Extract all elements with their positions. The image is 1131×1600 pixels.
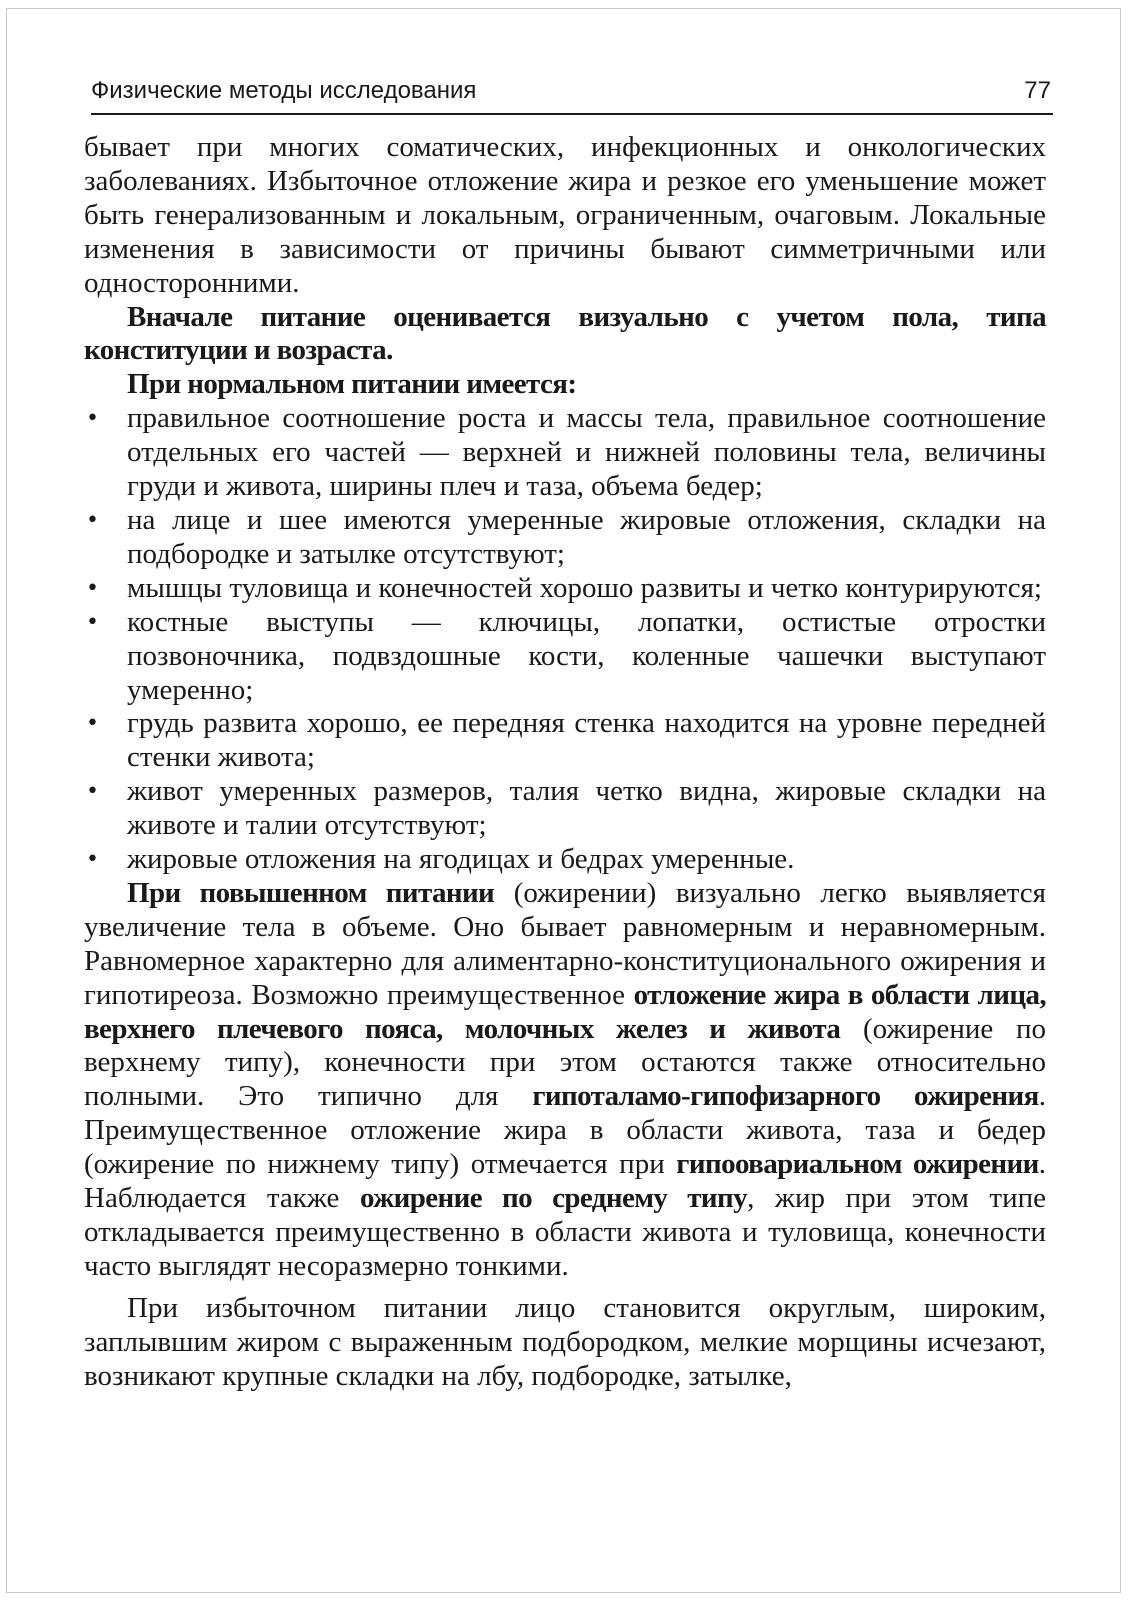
list-item-text: живот умеренных размеров, талия четко видна, жировые складки на животе и талии отсутствуют; — [127, 775, 1046, 842]
bullet-icon: • — [86, 847, 99, 873]
increased-text-2: (ожирение по верхнему типу), конечности при этом остаются также относительно полными. Это типично для — [84, 1012, 1047, 1113]
bullet-icon: • — [86, 406, 99, 432]
page-number: 77 — [1024, 77, 1051, 104]
list-item-text: грудь развита хорошо, ее передняя стенка находится на уровне передней стенки живота; — [127, 707, 1046, 774]
bullet-icon: • — [86, 609, 99, 635]
assessment-paragraph — [84, 301, 1046, 369]
intro-paragraph: бывает при многих соматических, инфекционных и онкологических заболеваниях. Избыточное отложение жира и резкое его уменьшение может быть генерализованным и локальным, ограниченным, очаговым. Локальные изменения в зависимости от причины бывают симметричными или односторонними. — [84, 131, 1046, 299]
increased-bold-3: гипоталамо-гипофизарного ожирения — [532, 1080, 1039, 1113]
list-item-text: жировые отложения на ягодицах и бедрах умеренные. — [127, 843, 795, 876]
increased-text-4: . Наблюдается также — [84, 1148, 1046, 1215]
assessment-bold: Вначале питание оценивается визуально с учетом пола, типа конституции и возраста. — [84, 300, 1046, 367]
increased-nutrition-paragraph — [84, 877, 1046, 1284]
list-item — [84, 606, 1046, 708]
increased-text-5: , жир при этом типе откладывается преимущественно в области живота и туловища, конечности часто выглядят несоразмерно тонкими. — [84, 1182, 1047, 1282]
list-item — [84, 843, 1046, 877]
increased-text-3: . Преимущественное отложение жира в области живота, таза и бедер (ожирение по нижнему типу) отмечается при — [84, 1080, 1046, 1181]
body-text — [84, 131, 1046, 1394]
list-item-text: на лице и шее имеются умеренные жировые отложения, складки на подбородке и затылке отсутствуют; — [127, 503, 1046, 570]
header-title: Физические методы исследования — [91, 77, 477, 104]
increased-bold-4: гипоовариальном ожирении — [676, 1148, 1039, 1181]
normal-heading-paragraph — [84, 368, 1046, 402]
list-item — [84, 775, 1046, 843]
bullet-icon: • — [86, 507, 99, 533]
increased-text-1: (ожирении) визуально легко выявляется увеличение тела в объеме. Оно бывает равномерным и неравномерным. Равномерное характерно для алиментарно-конституционального ожирения и гипотиреоза. Возможно преимущественное — [84, 876, 1046, 1011]
bullet-icon: • — [86, 575, 99, 601]
increased-bold-2: отложение жира в области лица, верхнего плечевого пояса, молочных желез и живота — [84, 978, 1046, 1045]
list-item — [84, 707, 1046, 775]
running-header — [91, 71, 1053, 115]
bullet-icon: • — [86, 711, 99, 737]
list-item — [84, 402, 1046, 504]
bullet-icon: • — [86, 779, 99, 805]
list-item-text: костные выступы — ключицы, лопатки, остистые отростки позвоночника, подвздошные кости, коленные чашечки выступают умеренно; — [127, 605, 1046, 706]
excess-nutrition-paragraph: При избыточном питании лицо становится округлым, широким, заплывшим жиром с выраженным подбородком, мелкие морщины исчезают, возникают крупные складки на лбу, подбородке, затылке, — [84, 1291, 1046, 1392]
normal-heading: При нормальном питании имеется: — [127, 368, 577, 401]
list-item — [84, 572, 1046, 606]
list-item — [84, 504, 1046, 572]
list-item-text: правильное соотношение роста и массы тела, правильное соотношение отдельных его частей — верхней и нижней половины тела, величины груди и живота, ширины плеч и таза, объема бедер; — [127, 402, 1046, 503]
list-item-text: мышцы туловища и конечностей хорошо развиты и четко контурируются; — [127, 571, 1042, 604]
normal-signs-list — [84, 402, 1046, 877]
increased-bold-5: ожирение по среднему типу — [360, 1182, 748, 1215]
increased-bold-1: При повышенном питании — [127, 876, 495, 909]
